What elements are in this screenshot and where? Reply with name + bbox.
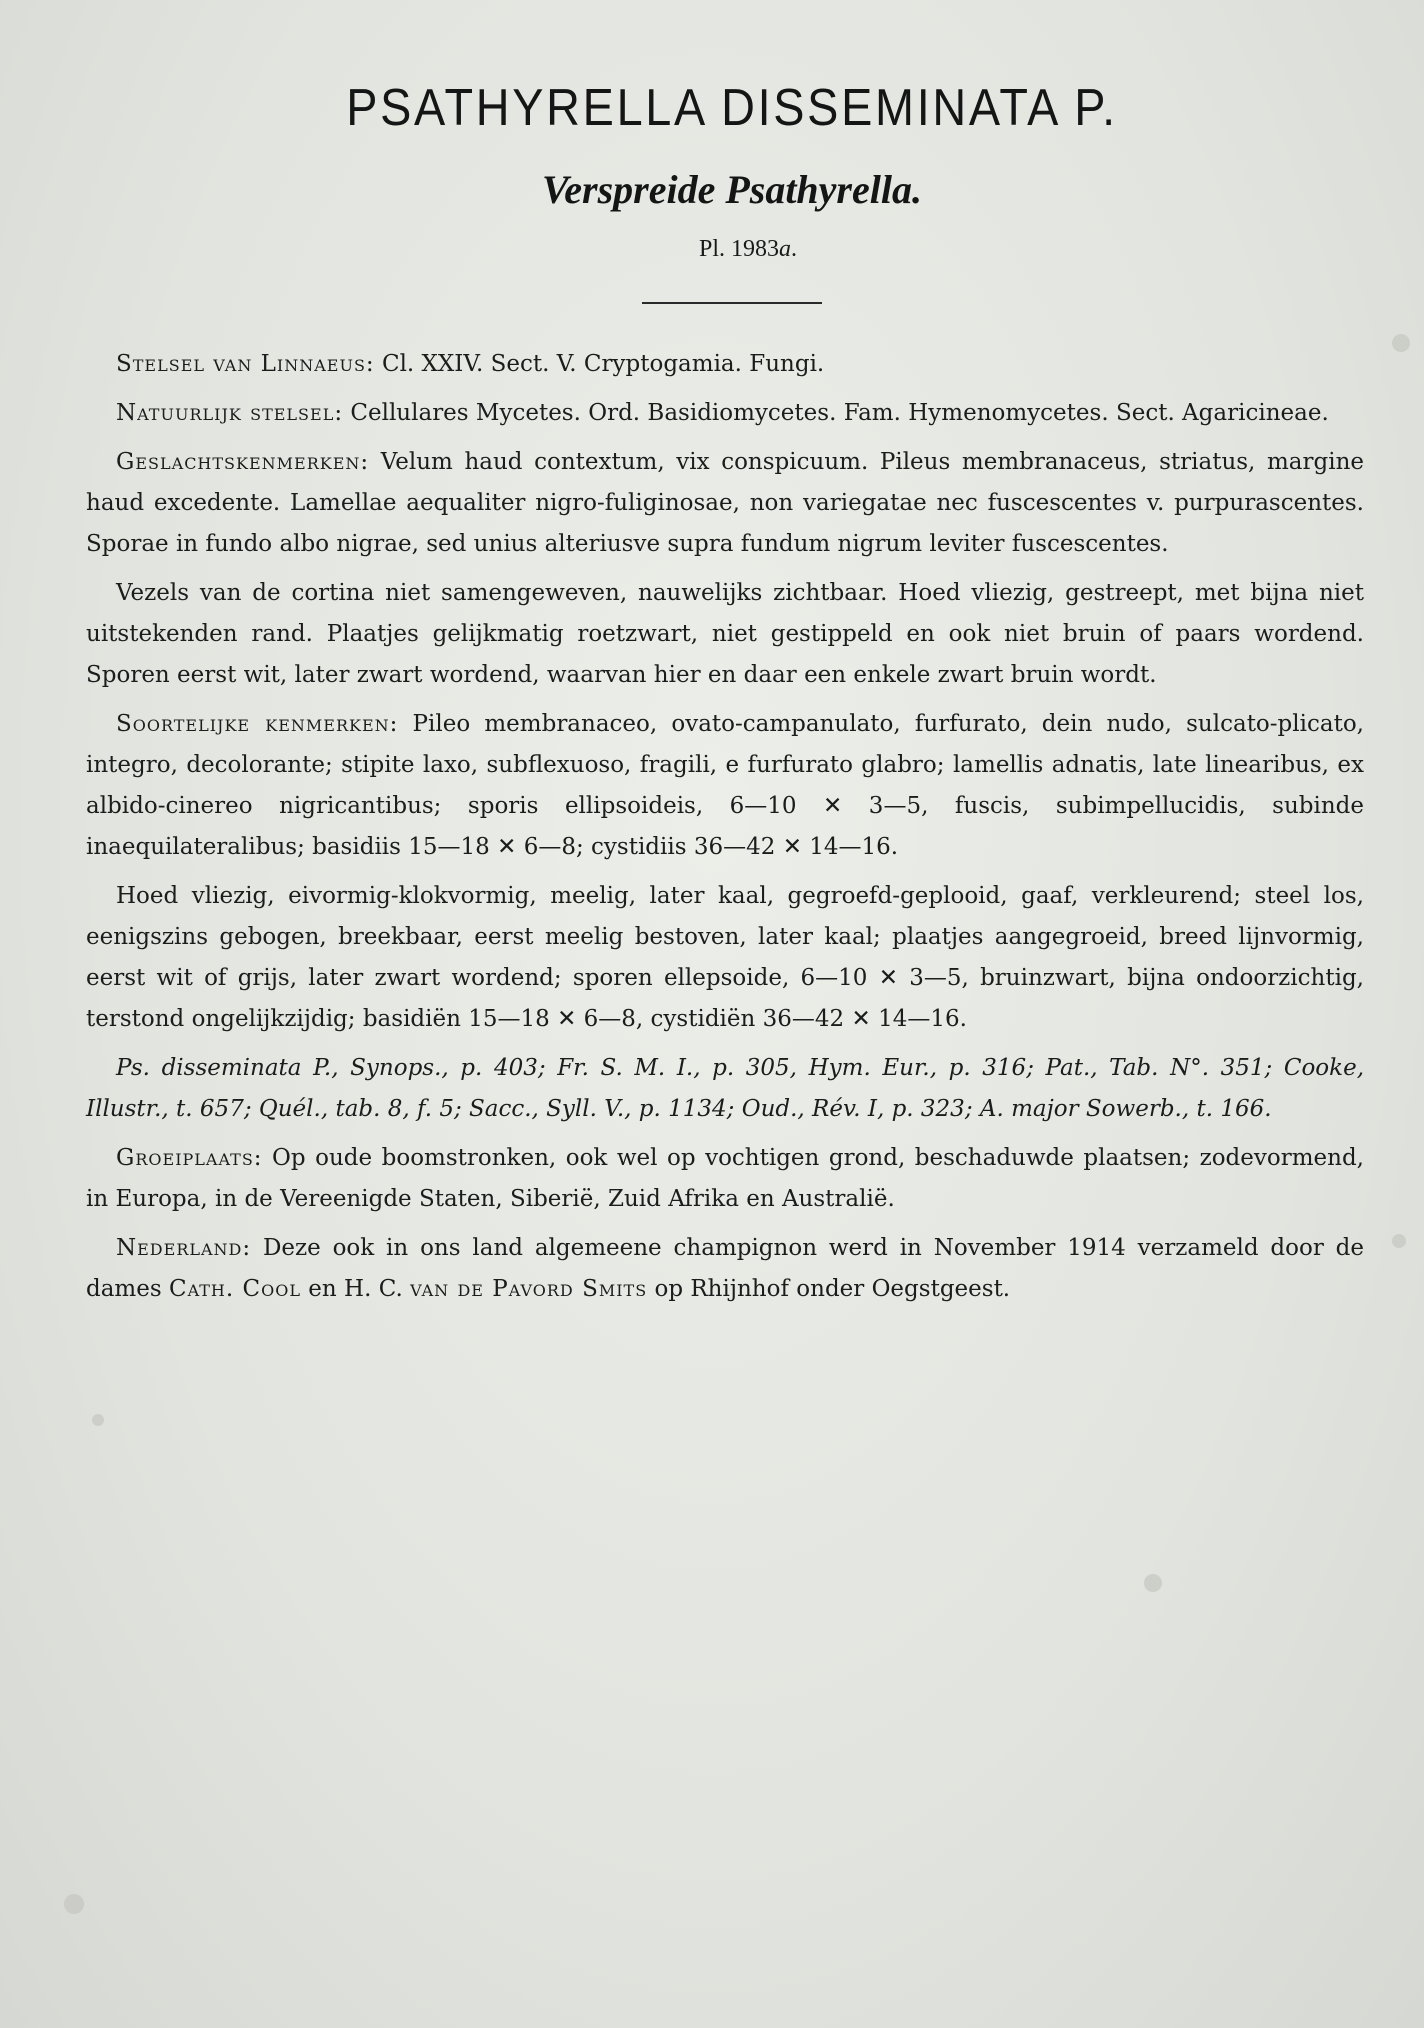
section-label: Geslachtskenmerken: (116, 449, 370, 475)
section-soort (86, 704, 1364, 868)
section-nederland (86, 1228, 1364, 1310)
page-title: PSATHYRELLA DISSEMINATA P. (346, 79, 1118, 137)
paper-speck (1392, 1234, 1406, 1248)
section-label: Natuurlijk stelsel: (116, 400, 344, 426)
section-text: Cl. XXIV. Sect. V. Cryptogamia. Fungi. (374, 351, 825, 377)
plate-number-suffix: a (779, 236, 791, 262)
section-text: Op oude boomstronken, ook wel op vochtigen grond, beschaduwde plaatsen; zodevormend, in Europa, in de Vereenigde Staten, Siberië, Zuid Afrika en Australië. (86, 1145, 1364, 1212)
section-references: Ps. disseminata P., Synops., p. 403; Fr. S. M. I., p. 305, Hym. Eur., p. 316; Pat., Tab. N°. 351; Cooke, Illustr., t. 657; Quél., tab. 8, f. 5; Sacc., Syll. V., p. 1134; Oud., Rév. I, p. 323; A. major Sowerb., t. 166. (86, 1055, 1364, 1122)
section-geslacht (86, 442, 1364, 565)
section-label: Soortelijke kenmerken: (116, 711, 399, 737)
plate-number (36, 236, 1424, 263)
section-geslacht-nl: Vezels van de cortina niet samengeweven, nauwelijks zichtbaar. Hoed vliezig, gestreept, met bijna niet uitstekenden rand. Plaatjes gelijkmatig roetzwart, niet gestippeld en ook niet bruin of paars wordend. Sporen eerst wit, later zwart wordend, waarvan hier en daar een enkele zwart bruin wordt. (86, 580, 1364, 688)
plate-number-end: . (791, 236, 797, 262)
paper-speck (92, 1414, 104, 1426)
section-label: Groeiplaats: (116, 1145, 263, 1171)
title-divider (642, 302, 822, 304)
section-natuurlijk (86, 393, 1364, 434)
collector-name: Cath. Cool (168, 1276, 301, 1302)
page-subtitle: Verspreide Psathyrella. (542, 167, 922, 212)
section-text: en H. C. (300, 1276, 411, 1302)
plate-number-text: Pl. 1983 (698, 236, 779, 262)
paper-speck (1392, 334, 1410, 352)
section-text: Pileo membranaceo, ovato-campanulato, furfurato, dein nudo, sulcato-plicato, integro, decolorante; stipite laxo, subflexuoso, fragili, e furfurato glabro; lamellis adnatis, late linearibus, ex albido-cinereo nigricantibus; sporis ellipsoideis, 6—10 ✕ 3—5, fuscis, subimpellucidis, subinde inaequilateralibus; basidiis 15—18 ✕ 6—8; cystidiis 36—42 ✕ 14—16. (86, 711, 1364, 860)
collector-name: van de Pavord Smits (410, 1276, 648, 1302)
section-text: op Rhijnhof onder Oegstgeest. (647, 1276, 1011, 1302)
section-label: Nederland: (116, 1235, 252, 1261)
paper-speck (64, 1894, 84, 1914)
section-linnaeus (86, 344, 1364, 385)
document-body (86, 344, 1364, 1318)
section-text: Velum haud contextum, vix conspicuum. Pileus membranaceus, striatus, margine haud excedente. Lamellae aequaliter nigro-fuliginosae, non variegatae nec fuscescentes v. purpurascentes. Sporae in fundo albo nigrae, sed unius alteriusve supra fundum nigrum leviter fuscescentes. (86, 449, 1364, 557)
section-soort-nl: Hoed vliezig, eivormig-klokvormig, meelig, later kaal, gegroefd-geplooid, gaaf, verkleurend; steel los, eenigszins gebogen, breekbaar, eerst meelig bestoven, later kaal; plaatjes aangegroeid, breed lijnvormig, eerst wit of grijs, later zwart wordend; sporen ellepsoide, 6—10 ✕ 3—5, bruinzwart, bijna ondoorzichtig, terstond ongelijkzijdig; basidiën 15—18 ✕ 6—8, cystidiën 36—42 ✕ 14—16. (86, 883, 1364, 1032)
section-text: Cellulares Mycetes. Ord. Basidiomycetes. Fam. Hymenomycetes. Sect. Agaricineae. (343, 400, 1329, 426)
section-label: Stelsel van Linnaeus: (116, 351, 375, 377)
section-text: Deze ook in ons land algemeene champignon werd in November 1914 verzameld door de dames (86, 1235, 1364, 1302)
section-groeiplaats (86, 1138, 1364, 1220)
paper-speck (1144, 1574, 1162, 1592)
